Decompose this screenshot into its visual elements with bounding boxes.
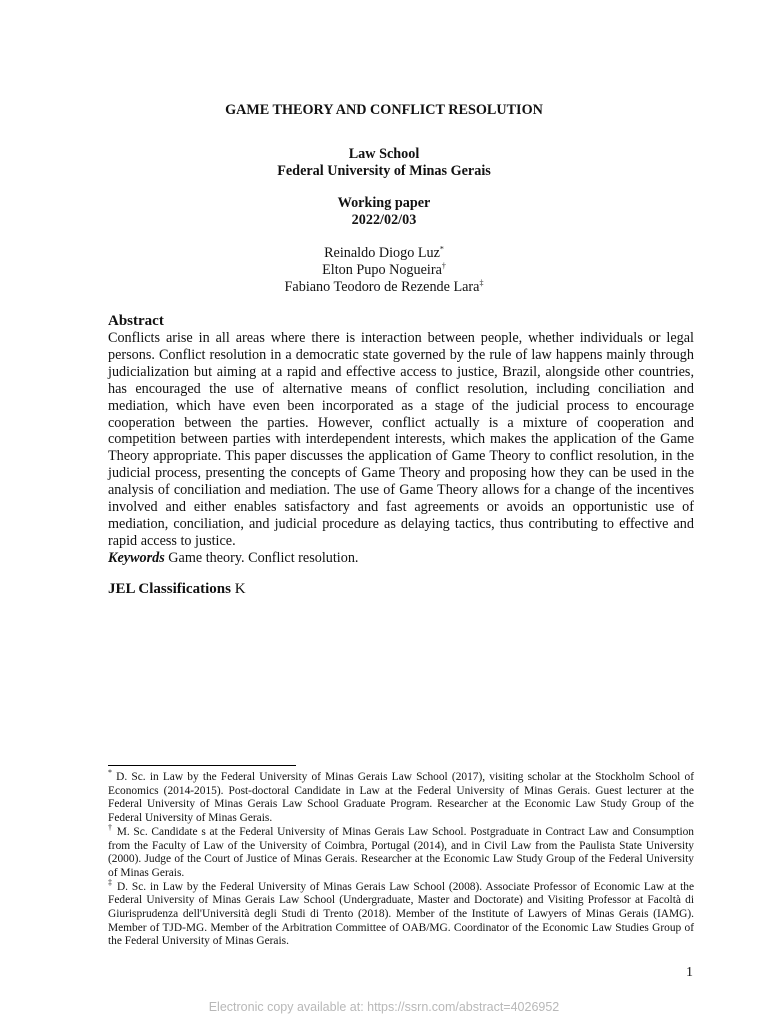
keywords-label: Keywords <box>108 549 165 566</box>
authors-block <box>0 245 768 296</box>
institution-block <box>0 146 768 180</box>
author: Reinaldo Diogo Luz* <box>324 244 444 261</box>
abstract-heading: Abstract <box>108 313 164 329</box>
footnotes <box>108 768 695 949</box>
working-paper-label: Working paper <box>337 195 431 211</box>
keywords-line <box>108 550 694 567</box>
ssrn-watermark: Electronic copy available at: https://ssrn.com/abstract=4026952 <box>208 1000 560 1014</box>
footnote-mark: * <box>108 768 112 778</box>
keywords-value: Game theory. Conflict resolution. <box>168 549 359 566</box>
footnote: † M. Sc. Candidate s at the Federal University of Minas Gerais Law School. Postgraduate in Contract Law and Consumption from the Faculty of Law of the University of Coimbra, Portugal (2014), and in Civil Law from the Paulista State University (2000). Judge of the Court of Justice of Minas Gerais. Researcher at the Economic Law Study Group of the Federal University of Minas Gerais. <box>108 823 694 879</box>
footnote-mark: ‡ <box>108 877 114 887</box>
jel-classifications <box>108 581 246 598</box>
author-footnote-mark: † <box>441 261 446 271</box>
author: Fabiano Teodoro de Rezende Lara‡ <box>284 278 484 295</box>
footnote: * D. Sc. in Law by the Federal University of Minas Gerais Law School (2017), visiting scholar at the Stockholm School of Economics (2014-2015). Post-doctoral Candidate in Law at the Federal University of Minas Gerais. Guest lecturer at the Federal University of Minas Gerais Law School Graduate Program. Researcher at the Economic Law Study Group of the Federal University of Minas Gerais. <box>108 768 694 825</box>
working-paper-date: 2022/02/03 <box>351 212 417 228</box>
abstract-body <box>108 330 694 567</box>
author-footnote-mark: ‡ <box>479 278 484 288</box>
page-number: 1 <box>686 965 693 980</box>
university-name: Federal University of Minas Gerais <box>277 163 491 179</box>
working-paper-block <box>0 195 768 229</box>
abstract-text: Conflicts arise in all areas where there is interaction between people, whether individuals or legal persons. Conflict resolution in a democratic state governed by the rule of law happens mainly through judicialization but aiming at a rapid and effective access to justice, Brazil, alongside other countries, has encouraged the use of alternative means of conflict resolution, including conciliation and mediation, which have even been incorporated as a stage of the judicial process to encourage cooperation between the parties. However, conflict actually is a mixture of cooperation and competition between parties with interdependent interests, which makes the application of the Game Theory appropriate. This paper discusses the application of Game Theory to conflict resolution, in the judicial process, presenting the concepts of Game Theory and proposing how they can be used in the analysis of conciliation and mediation. The use of Game Theory allows for a change of the incentives involved and either enables satisfactory and fast agreements or avoids an opportunistic use of mediation, conciliation, and judicial procedure as delaying tactics, thus contributing to effective and rapid access to justice. <box>108 330 694 549</box>
footnote-divider <box>108 765 296 766</box>
jel-value: K <box>234 581 246 597</box>
footnote: ‡ D. Sc. in Law by the Federal University of Minas Gerais Law School (2008). Associate Professor of Economic Law at the Federal University of Minas Gerais Law School (Undergraduate, Master and Doctorate) and Visiting Professor at Facoltà di Giurisprudenza dell'Università degli Studi di Trento (2018). Member of the Institute of Lawyers of Minas Gerais (IAMG). Member of TJD-MG. Member of the Arbitration Committee of OAB/MG. Coordinator of the Economic Law Studies Group of the Federal University of Minas Gerais. <box>108 877 695 948</box>
jel-label: JEL Classifications <box>108 581 231 597</box>
school-name: Law School <box>348 146 420 162</box>
paper-title: GAME THEORY AND CONFLICT RESOLUTION <box>225 102 543 118</box>
author: Elton Pupo Nogueira† <box>322 261 446 278</box>
author-footnote-mark: * <box>439 244 444 254</box>
footnote-mark: † <box>108 823 113 833</box>
